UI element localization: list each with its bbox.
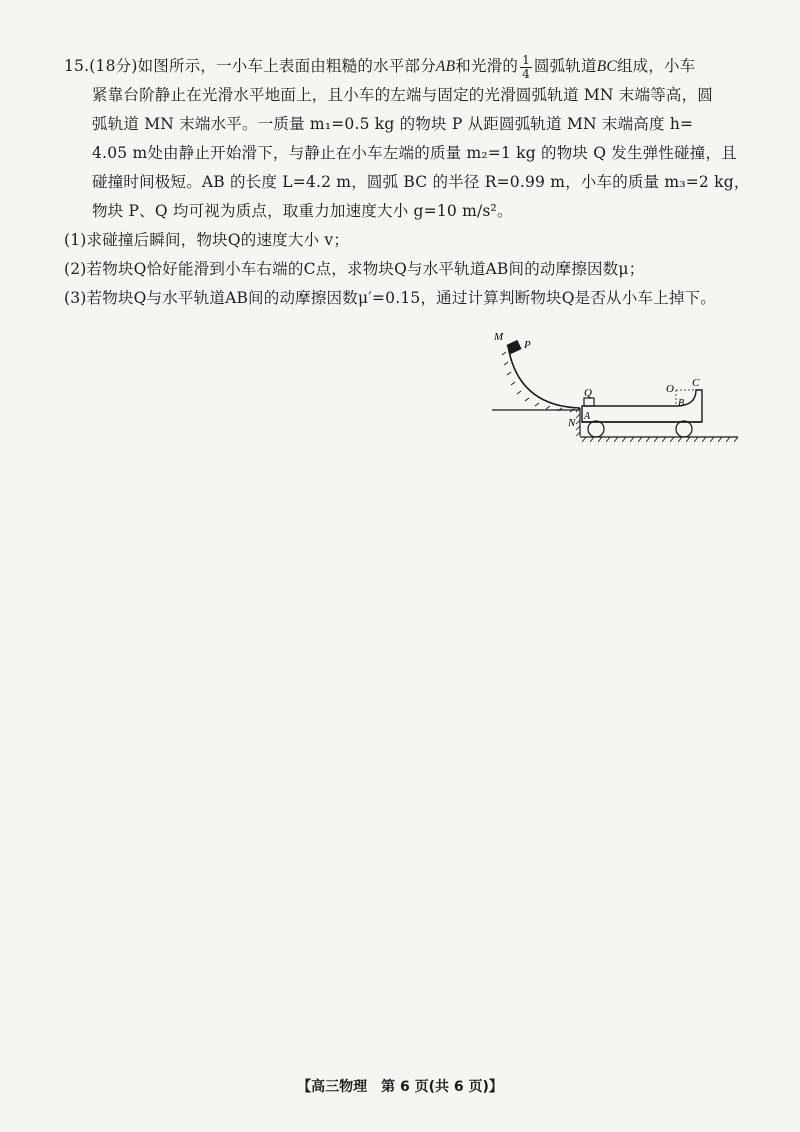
page-footer: 【高三物理 第 6 页(共 6 页)】 <box>297 1079 503 1095</box>
fraction-numerator: 1 <box>522 52 530 67</box>
fraction-denominator: 4 <box>522 66 530 81</box>
problem-15 <box>64 52 754 313</box>
problem-line-5: 碰撞时间极短。AB 的长度 L=4.2 m，圆弧 BC 的半径 R=0.99 m，小车的质量 m₃=2 kg， <box>92 173 750 191</box>
wheel-left <box>588 421 604 437</box>
label-b: B <box>678 398 685 409</box>
track-mn-hatch <box>502 352 574 412</box>
question-3: (3)若物块Q与水平轨道AB间的动摩擦因数μ′=0.15，通过计算判断物块Q是否从小车上掉下。 <box>64 289 716 307</box>
label-c: C <box>692 377 700 389</box>
intro-text-a: 如图所示，一小车上表面由粗糙的水平部分 <box>137 57 436 75</box>
intro-text-d: 组成，小车 <box>616 57 696 75</box>
label-o: O <box>666 383 674 395</box>
label-q: Q <box>584 387 592 399</box>
problem-line-1 <box>64 52 754 81</box>
problem-line-4: 4.05 m处由静止开始滑下，与静止在小车左端的质量 m₂=1 kg 的物块 Q 发生弹性碰撞，且 <box>92 144 737 162</box>
wheel-right <box>676 421 692 437</box>
intro-text-b: 和光滑的 <box>455 57 519 75</box>
track-mn <box>508 346 580 408</box>
fraction-quarter <box>520 54 532 81</box>
problem-line-2: 紧靠台阶静止在光滑水平地面上，且小车的左端与固定的光滑圆弧轨道 MN 末端等高，圆 <box>92 86 713 104</box>
intro-text-c: 圆弧轨道 <box>533 57 597 75</box>
cart-diagram <box>488 326 740 456</box>
label-bc: BC <box>596 58 617 75</box>
problem-points: (18分) <box>89 57 138 75</box>
block-q <box>584 398 594 406</box>
question-2: (2)若物块Q恰好能滑到小车右端的C点，求物块Q与水平轨道AB间的动摩擦因数μ； <box>64 260 645 278</box>
problem-line-6: 物块 P、Q 均可视为质点，取重力加速度大小 g=10 m/s²。 <box>92 202 513 220</box>
problem-line-3: 弧轨道 MN 末端水平。一质量 m₁=0.5 kg 的物块 P 从距圆弧轨道 MN 末端高度 h= <box>92 115 694 133</box>
label-m: M <box>494 331 504 343</box>
ground-hatch <box>582 437 738 442</box>
label-a: A <box>584 411 591 422</box>
problem-number: 15. <box>64 57 90 75</box>
label-ab: AB <box>435 58 456 75</box>
label-p: P <box>524 339 531 351</box>
question-1: (1)求碰撞后瞬间，物块Q的速度大小 v； <box>64 231 350 249</box>
label-n: N <box>568 417 576 429</box>
